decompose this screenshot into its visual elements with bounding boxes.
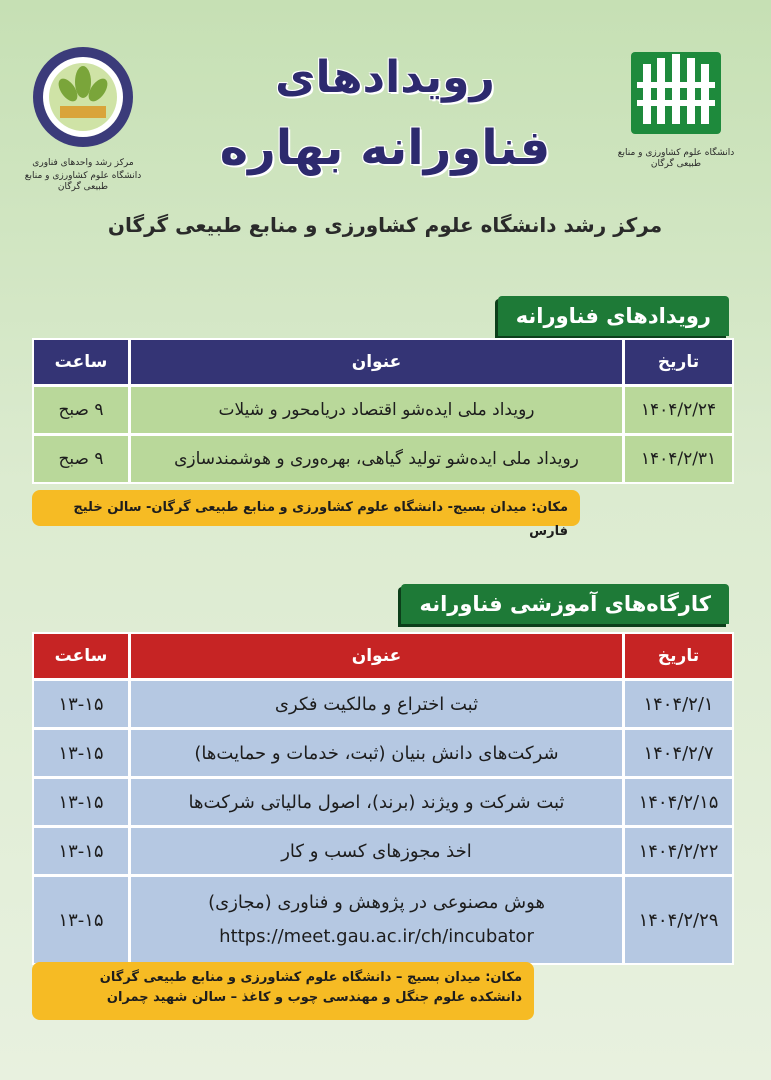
event-time: ۹ صبح: [34, 436, 128, 482]
workshop-date: ۱۴۰۴/۲/۱: [625, 681, 732, 727]
workshop-title: ثبت شرکت و ویژند (برند)، اصول مالیاتی شرکت‌ها: [131, 779, 622, 825]
workshop-meeting-link[interactable]: https://meet.gau.ac.ir/ch/incubator: [219, 926, 534, 947]
table-row: [34, 681, 732, 727]
workshop-date: ۱۴۰۴/۲/۲۹: [625, 877, 732, 963]
events-header-date: تاریخ: [625, 340, 732, 384]
workshops-table: [32, 632, 734, 965]
workshop-time: ۱۳-۱۵: [34, 779, 128, 825]
event-title: رویداد ملی ایده‌شو اقتصاد دریامحور و شیلات: [131, 387, 622, 433]
table-row: [34, 877, 732, 963]
event-date: ۱۴۰۴/۲/۲۴: [625, 387, 732, 433]
workshop-title: اخذ مجوزهای کسب و کار: [131, 828, 622, 874]
workshop-time: ۱۳-۱۵: [34, 828, 128, 874]
event-title: رویداد ملی ایده‌شو تولید گیاهی، بهره‌وری و هوشمندسازی: [131, 436, 622, 482]
incubator-logo: [18, 42, 148, 192]
event-time: ۹ صبح: [34, 387, 128, 433]
workshops-header-title: عنوان: [131, 634, 622, 678]
workshop-title: ثبت اختراع و مالکیت فکری: [131, 681, 622, 727]
table-row: [34, 730, 732, 776]
page-title-line-2: فناورانه بهاره: [219, 120, 551, 176]
workshop-date: ۱۴۰۴/۲/۲۲: [625, 828, 732, 874]
workshops-location: [32, 962, 534, 1020]
table-row: [34, 387, 732, 433]
workshop-time: ۱۳-۱۵: [34, 877, 128, 963]
events-table-header: [34, 340, 732, 384]
workshop-title-cell: [131, 877, 622, 963]
workshops-header-time: ساعت: [34, 634, 128, 678]
page-title-line-1: رویدادهای: [275, 52, 495, 103]
workshop-title: شرکت‌های دانش بنیان (ثبت، خدمات و حمایت‌ها): [131, 730, 622, 776]
university-logo: [611, 42, 741, 182]
workshops-section-title: کارگاه‌های آموزشی فناورانه: [401, 584, 729, 624]
events-header-time: ساعت: [34, 340, 128, 384]
events-table: [32, 338, 734, 484]
page-subtitle: مرکز رشد دانشگاه علوم کشاورزی و منابع طبیعی گرگان: [107, 213, 663, 237]
workshops-table-header: [34, 634, 732, 678]
incubator-logo-caption-2: دانشگاه علوم کشاورزی و منابع طبیعی گرگان: [24, 171, 142, 192]
workshop-title: هوش مصنوعی در پژوهش و فناوری (مجازی): [208, 892, 545, 913]
workshops-header-date: تاریخ: [625, 634, 732, 678]
gear-leaf-icon: [28, 42, 138, 152]
workshop-time: ۱۳-۱۵: [34, 681, 128, 727]
workshop-time: ۱۳-۱۵: [34, 730, 128, 776]
table-row: [34, 436, 732, 482]
event-date: ۱۴۰۴/۲/۳۱: [625, 436, 732, 482]
workshop-date: ۱۴۰۴/۲/۱۵: [625, 779, 732, 825]
wheat-building-icon: [621, 42, 731, 142]
table-row: [34, 828, 732, 874]
events-section-title: رویدادهای فناورانه: [498, 296, 729, 336]
events-location: مکان: میدان بسیج- دانشگاه علوم کشاورزی و منابع طبیعی گرگان- سالن خلیج فارس: [32, 490, 580, 526]
workshop-date: ۱۴۰۴/۲/۷: [625, 730, 732, 776]
table-row: [34, 779, 732, 825]
workshops-location-line-1: مکان: میدان بسیج – دانشگاه علوم کشاورزی و منابع طبیعی گرگان: [99, 970, 522, 985]
university-logo-caption: دانشگاه علوم کشاورزی و منابع طبیعی گرگان: [617, 148, 735, 169]
incubator-logo-caption-1: مرکز رشد واحدهای فناوری: [32, 158, 134, 168]
workshops-location-line-2: دانشکده علوم جنگل و مهندسی چوب و کاغذ – سالن شهید چمران: [106, 990, 522, 1005]
events-header-title: عنوان: [131, 340, 622, 384]
